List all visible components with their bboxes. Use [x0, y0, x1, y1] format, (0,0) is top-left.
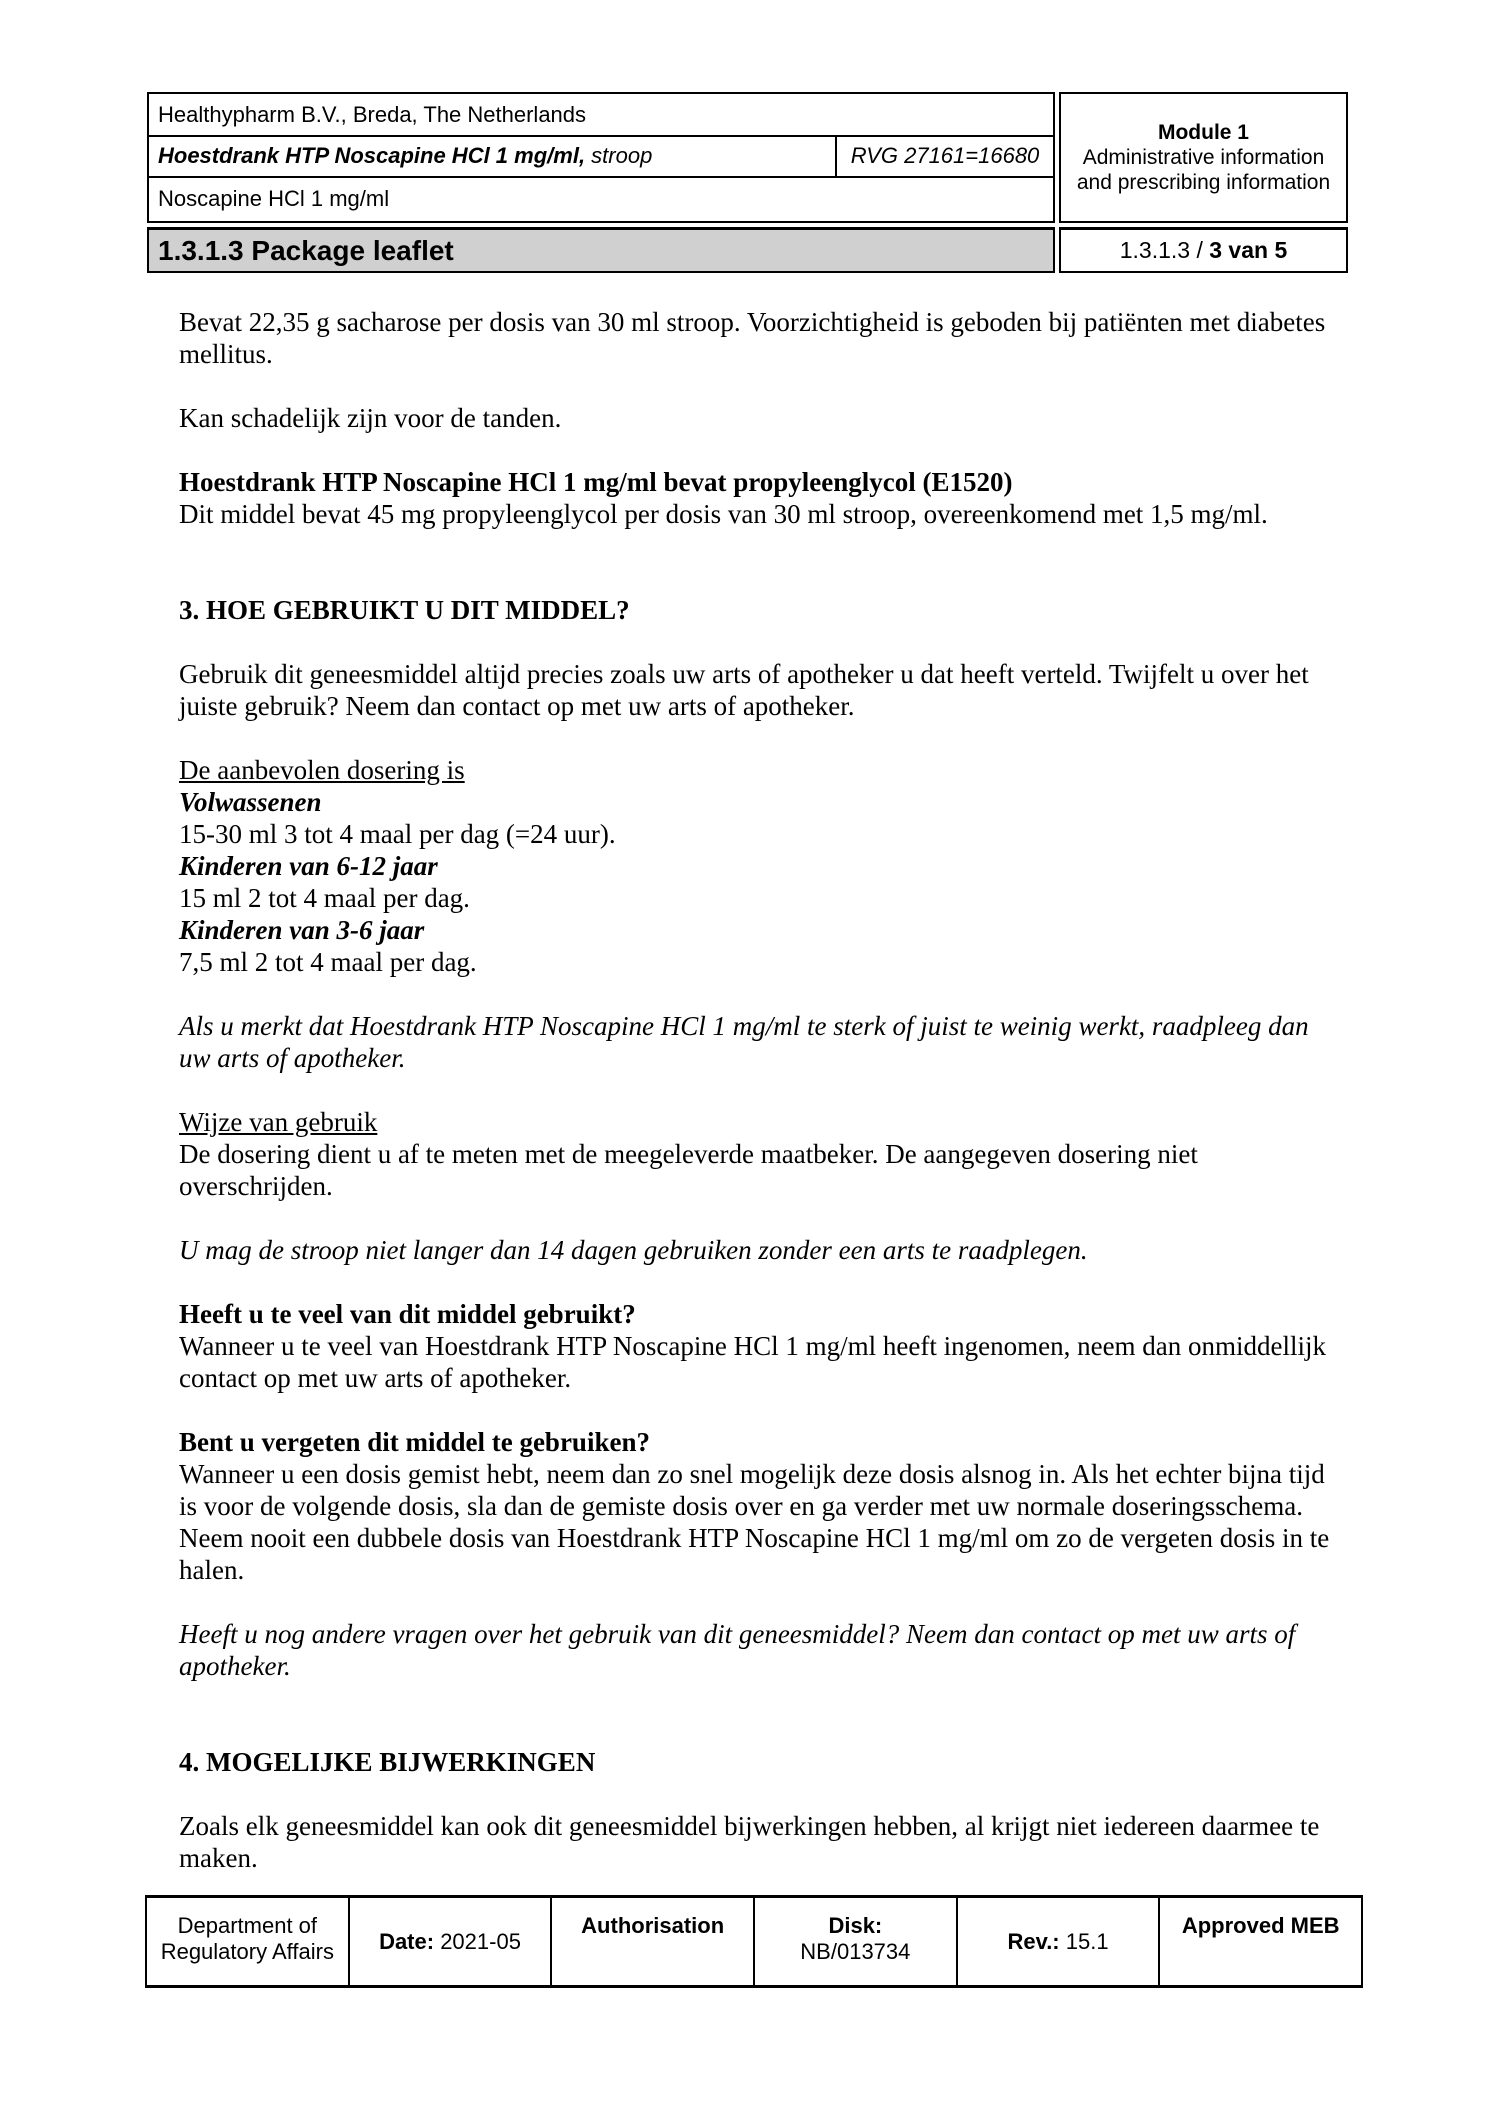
company-name: Healthypharm B.V., Breda, The Netherlands — [149, 94, 1053, 137]
department-line1: Department of — [177, 1913, 318, 1938]
paragraph: De dosering dient u af te meten met de meegeleverde maatbeker. De aangegeven dosering niet overschrijden. — [179, 1139, 1198, 1201]
substance-name: Noscapine HCl 1 mg/ml — [158, 186, 390, 212]
authorisation-label: Authorisation — [581, 1913, 725, 1938]
paragraph: Kinderen van 3-6 jaar — [179, 915, 425, 945]
text-block — [179, 658, 1346, 722]
header-left-table — [147, 92, 1055, 273]
text-block — [179, 1426, 1346, 1586]
product-title-suffix: stroop — [585, 143, 653, 169]
module-line2: Administrative information — [1082, 146, 1325, 169]
footer-revision-cell — [956, 1898, 1159, 1985]
product-title — [149, 137, 835, 176]
text-block — [179, 1746, 1346, 1778]
text-block — [179, 1810, 1346, 1874]
text-block — [179, 594, 1346, 626]
paragraph: Kan schadelijk zijn voor de tanden. — [179, 403, 562, 433]
rvg-number: RVG 27161=16680 — [835, 137, 1053, 176]
footer-approved-cell — [1158, 1898, 1361, 1985]
text-block — [179, 754, 1346, 978]
paragraph: 7,5 ml 2 tot 4 maal per dag. — [179, 947, 477, 977]
header-right-table — [1059, 92, 1348, 273]
disk-value: NB/013734 — [800, 1939, 911, 1964]
text-block — [179, 306, 1346, 370]
product-row — [149, 137, 1053, 178]
header-table — [147, 92, 1348, 273]
paragraph: De aanbevolen dosering is — [179, 755, 465, 785]
paragraph: Wanneer u een dosis gemist hebt, neem dan zo snel mogelijk deze dosis alsnog in. Als het echter bijna tijd is voor de volgende dosis, sla dan de gemiste dosis over en ga verder met uw normale doseringsschema. Neem nooit een dubbele dosis van Hoestdrank HTP Noscapine HCl 1 mg/ml om zo de vergeten dosis in te halen. — [179, 1459, 1330, 1585]
page-ref-number: 3 van 5 — [1209, 237, 1288, 263]
text-block — [179, 1010, 1346, 1074]
department-line2: Regulatory Affairs — [160, 1939, 334, 1964]
paragraph: Zoals elk geneesmiddel kan ook dit geneesmiddel bijwerkingen hebben, al krijgt niet iedereen daarmee te maken. — [179, 1811, 1320, 1873]
approved-label: Approved MEB — [1181, 1913, 1340, 1938]
paragraph: Bevat 22,35 g sacharose per dosis van 30 ml stroop. Voorzichtigheid is geboden bij patiënten met diabetes mellitus. — [179, 307, 1326, 369]
revision-value: 15.1 — [1059, 1928, 1109, 1954]
footer-department-cell — [147, 1898, 348, 1985]
footer-table — [145, 1895, 1363, 1988]
header-left-top — [147, 92, 1055, 223]
module-cell — [1059, 92, 1348, 223]
paragraph: U mag de stroop niet langer dan 14 dagen gebruiken zonder een arts te raadplegen. — [179, 1235, 1088, 1265]
text-block — [179, 402, 1346, 434]
paragraph: Bent u vergeten dit middel te gebruiken? — [179, 1427, 650, 1457]
paragraph: 15-30 ml 3 tot 4 maal per dag (=24 uur). — [179, 819, 616, 849]
paragraph: Heeft u nog andere vragen over het gebruik van dit geneesmiddel? Neem dan contact op met uw arts of apotheker. — [179, 1619, 1296, 1681]
footer-disk-cell — [753, 1898, 956, 1985]
module-title: Module 1 — [1157, 121, 1249, 144]
date-label: Date: — [379, 1928, 435, 1954]
body-text — [179, 306, 1346, 1874]
disk-label: Disk: — [828, 1913, 883, 1938]
paragraph: Gebruik dit geneesmiddel altijd precies zoals uw arts of apotheker u dat heeft verteld. Twijfelt u over het juiste gebruik? Neem dan contact op met uw arts of apotheker. — [179, 659, 1309, 721]
section-heading: 3. HOE GEBRUIKT U DIT MIDDEL? — [179, 595, 630, 625]
product-title-bold: Hoestdrank HTP Noscapine HCl 1 mg/ml, — [158, 143, 586, 169]
paragraph: Heeft u te veel van dit middel gebruikt? — [179, 1299, 636, 1329]
text-block — [179, 1298, 1346, 1394]
section-heading: 4. MOGELIJKE BIJWERKINGEN — [179, 1747, 596, 1777]
paragraph: Hoestdrank HTP Noscapine HCl 1 mg/ml bevat propyleenglycol (E1520) — [179, 467, 1013, 497]
section-title-bar: 1.3.1.3 Package leaflet — [147, 227, 1055, 273]
footer-authorisation-cell — [550, 1898, 753, 1985]
date-value: 2021-05 — [434, 1928, 521, 1954]
page-reference — [1059, 227, 1348, 273]
module-line3: and prescribing information — [1076, 171, 1331, 194]
page-ref-prefix: 1.3.1.3 / — [1119, 237, 1210, 263]
paragraph: Dit middel bevat 45 mg propyleenglycol per dosis van 30 ml stroop, overeenkomend met 1,5 mg/ml. — [179, 499, 1268, 529]
footer-date-cell — [348, 1898, 551, 1985]
text-block — [179, 1618, 1346, 1682]
text-block — [179, 1234, 1346, 1266]
paragraph: Wijze van gebruik — [179, 1107, 378, 1137]
text-block — [179, 466, 1346, 530]
paragraph: Kinderen van 6-12 jaar — [179, 851, 438, 881]
paragraph: Volwassenen — [179, 787, 322, 817]
text-block — [179, 1106, 1346, 1202]
paragraph: 15 ml 2 tot 4 maal per dag. — [179, 883, 470, 913]
paragraph: Wanneer u te veel van Hoestdrank HTP Noscapine HCl 1 mg/ml heeft ingenomen, neem dan onmiddellijk contact op met uw arts of apotheker. — [179, 1331, 1327, 1393]
paragraph: Als u merkt dat Hoestdrank HTP Noscapine HCl 1 mg/ml te sterk of juist te weinig werkt, raadpleeg dan uw arts of apotheker. — [179, 1011, 1309, 1073]
revision-label: Rev.: — [1007, 1928, 1060, 1954]
